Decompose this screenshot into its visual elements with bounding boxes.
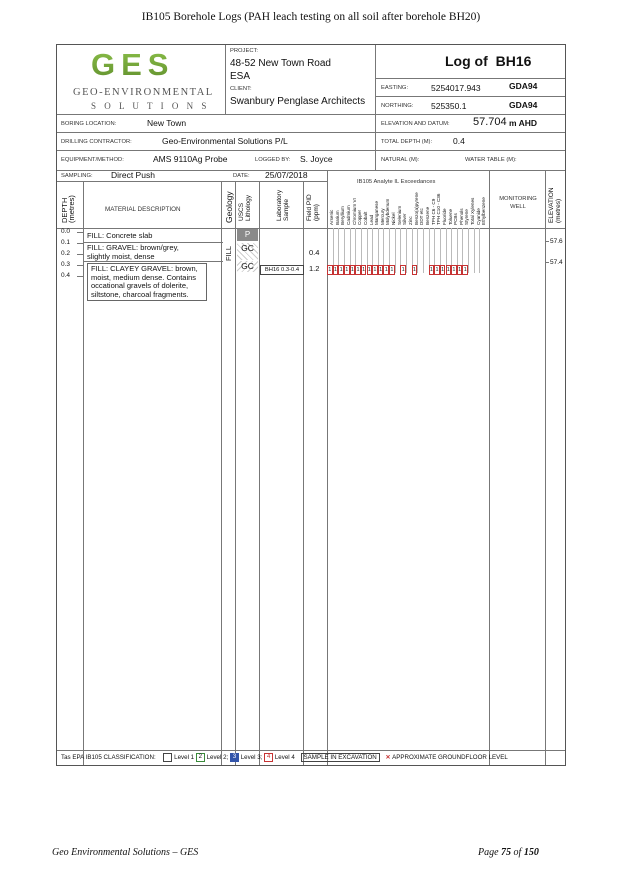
exceedance-mark: 1 — [356, 267, 360, 273]
legend-prefix: Tas EPA IB105 CLASSIFICATION: — [61, 754, 156, 762]
analyte-grid-line — [406, 228, 407, 273]
easting-value: 5254017.943 — [431, 83, 481, 93]
analyte-header-18: Benzene — [424, 206, 430, 225]
analyte-header-28: Ethylbenzene — [481, 197, 487, 225]
analyte-header-11: Molybdenum — [385, 198, 391, 225]
boring-label: BORING LOCATION: — [61, 121, 117, 127]
exceedance-mark: 1 — [412, 267, 416, 273]
page-total: 150 — [523, 847, 539, 858]
exceedance-mark: 1 — [446, 267, 450, 273]
lab-sample-box — [260, 265, 304, 275]
depth-tick-mark — [77, 254, 83, 255]
exceedance-mark: 1 — [373, 267, 377, 273]
client-name: Swanbury Penglase Architects — [230, 96, 366, 107]
geology-column-header: Geology — [224, 191, 234, 223]
borehole-log-sheet — [56, 44, 566, 766]
uscs-column-header: USCS Lithology — [238, 194, 252, 221]
total-depth-label: TOTAL DEPTH (M): — [381, 139, 433, 145]
log-label: Log of — [445, 53, 488, 69]
pid-column-header: Field PID (ppm) — [306, 194, 320, 221]
analyte-grid-line — [479, 228, 480, 273]
depth-tick-mark — [77, 243, 83, 244]
exceedance-mark: 1 — [452, 267, 456, 273]
geology-fill-label: FILL — [224, 245, 233, 261]
analyte-header-22: Toluene — [447, 208, 453, 225]
legend-level1: Level 1 — [174, 754, 195, 762]
footer-left: Geo Environmental Solutions – GES — [52, 847, 199, 858]
contractor-value: Geo-Environmental Solutions P/L — [162, 136, 288, 146]
depth-tick: 0.4 — [61, 272, 71, 279]
logo-letters: GES — [91, 47, 175, 82]
analyte-header-14: Silver — [402, 213, 408, 225]
project-name-line1: 48-52 New Town Road — [230, 58, 331, 69]
analyte-header-21: Fluoride — [441, 208, 447, 225]
legend-level4-box: 4 — [264, 753, 273, 762]
easting-label: EASTING: — [381, 85, 409, 91]
legend-groundfloor: APPROXIMATE GROUNDFLOOR LEVEL — [392, 754, 508, 762]
boring-value: New Town — [147, 118, 187, 128]
uscs-slab — [237, 229, 258, 241]
uscs-gc-1: GC — [237, 243, 258, 260]
well-column-header: MONITORING WELL — [499, 196, 537, 210]
analyte-grid-line — [395, 228, 396, 273]
elevation-label: ELEVATION AND DATUM: — [381, 121, 450, 127]
northing-datum: GDA94 — [509, 100, 538, 110]
water-table-label: WATER TABLE (M): — [465, 157, 517, 163]
exceedance-mark: 1 — [379, 267, 383, 273]
analyte-grid-line — [468, 228, 469, 273]
depth-tick: 0.3 — [61, 261, 71, 268]
analyte-header-2: Barium — [334, 210, 340, 225]
project-name-line2: ESA — [230, 71, 251, 82]
footer-page: Page 75 of 150 — [478, 847, 539, 858]
layer-2-desc: FILL: GRAVEL: brown/grey, slightly moist, dense — [87, 244, 197, 261]
analyte-header-6: Copper — [357, 209, 363, 225]
exceedance-mark: 1 — [463, 267, 467, 273]
analyte-header-15: Zinc — [408, 216, 413, 225]
logo-line2: S O L U T I O N S — [91, 101, 210, 111]
page-number: 75 — [501, 847, 512, 858]
contractor-label: DRILLING CONTRACTOR: — [61, 139, 132, 145]
sampling-label: SAMPLING: — [61, 173, 93, 179]
page-header: IB105 Borehole Logs (PAH leach testing on all soil after borehole BH20) — [141, 11, 481, 23]
legend-bar — [61, 753, 508, 762]
client-label: CLIENT: — [230, 86, 252, 92]
depth-tick-mark — [77, 232, 83, 233]
analyte-grid-line — [417, 228, 418, 273]
legend-sample: SAMPLE IN EXCAVATION — [301, 753, 380, 762]
analyte-grid-line — [423, 228, 424, 273]
analyte-header-12: Nickel — [391, 212, 397, 225]
lab-sample-id: BH16 0.3-0.4 — [264, 267, 300, 273]
elevation-unit: m AHD — [509, 118, 538, 128]
easting-datum: GDA94 — [509, 81, 538, 91]
exceedance-mark: 1 — [362, 267, 366, 273]
exceedance-mark: 1 — [401, 267, 405, 273]
pid-value-2: 1.2 — [309, 264, 320, 273]
elevation-column-header: ELEVATION (metres) — [548, 187, 562, 223]
sampling-value: Direct Push — [111, 170, 155, 180]
exceedance-mark: 1 — [350, 267, 354, 273]
legend-level2-box: 2 — [196, 753, 205, 762]
analyte-header-7: Cobalt — [362, 211, 368, 225]
analyte-header-24: Phenols — [458, 208, 464, 225]
exceedance-mark: 1 — [328, 267, 332, 273]
analyte-header-4: Cadmium — [345, 205, 351, 225]
analyte-header-8: Lead — [368, 214, 374, 225]
exceedance-mark: 1 — [390, 267, 394, 273]
exceedance-mark: 1 — [435, 267, 439, 273]
analyte-header-19: TPH C6 - C9 — [430, 198, 436, 225]
date-label: DATE: — [233, 173, 250, 179]
material-column-header: MATERIAL DESCRIPTION — [105, 206, 181, 213]
log-title — [445, 53, 531, 69]
logo-line1: GEO-ENVIRONMENTAL — [73, 87, 214, 98]
exceedance-mark: 1 — [384, 267, 388, 273]
analyte-header-27: Cyanide — [475, 208, 481, 225]
depth-tick: 0.0 — [61, 228, 71, 235]
exceedance-mark: 1 — [339, 267, 343, 273]
legend-level1-box — [163, 753, 172, 762]
legend-level4: Level 4 — [274, 754, 295, 762]
exceedance-mark: 1 — [333, 267, 337, 273]
analyte-header-13: Selenium — [396, 205, 402, 225]
analyte-header-5: Chromium VI — [351, 198, 357, 225]
depth-tick: 0.1 — [61, 239, 71, 246]
layer-1-desc: FILL: Concrete slab — [87, 231, 217, 240]
date-value: 25/07/2018 — [265, 170, 308, 180]
northing-label: NORTHING: — [381, 103, 414, 109]
layer-3-desc: FILL: CLAYEY GRAVEL: brown, moist, medium dense. Contains occational gravels of dolerite, siltstone, charcoal fragments. — [87, 263, 207, 301]
log-id: BH16 — [495, 53, 532, 69]
analyte-header-25: Styrene — [464, 209, 470, 225]
analyte-header-26: Total Xylenes — [470, 197, 476, 225]
depth-tick-mark — [77, 265, 83, 266]
logged-by-label: LOGGED BY: — [255, 157, 291, 163]
cross-icon: ✕ — [385, 754, 391, 762]
exceedance-mark: 1 — [367, 267, 371, 273]
legend-level3-box: 3 — [230, 753, 239, 762]
equipment-value: AMS 9110Ag Probe — [153, 154, 228, 164]
analyte-header-3: Beryllium — [340, 206, 346, 225]
natural-label: NATURAL (M): — [381, 157, 420, 163]
equipment-label: EQUIPMENT/METHOD: — [61, 157, 124, 163]
analyte-header-20: TPH C10 - C36 — [436, 193, 442, 225]
depth-tick: 0.2 — [61, 250, 71, 257]
analyte-header-1: Arsenic — [329, 209, 334, 225]
elevation-value: 57.704 — [473, 116, 507, 128]
elev-tick-1: 57.6 — [550, 238, 563, 245]
legend-level2: Level 2; — [206, 754, 229, 762]
ges-logo — [87, 47, 199, 82]
uscs-p: P — [244, 230, 251, 239]
analyte-grid-line — [474, 228, 475, 273]
northing-value: 525350.1 — [431, 101, 467, 111]
logged-by-value: S. Joyce — [300, 154, 333, 164]
analyte-header-9: Manganese — [374, 200, 380, 225]
elev-tick-2: 57.4 — [550, 259, 563, 266]
legend-level3: Level 3; — [240, 754, 263, 762]
exceedance-mark: 1 — [345, 267, 349, 273]
exceedance-mark: 1 — [441, 267, 445, 273]
analyte-title: IB105 Analyte IL Exceedances — [357, 179, 436, 185]
uscs-gc-2: GC — [237, 261, 258, 272]
analyte-header-10: Mercury — [379, 208, 385, 225]
lab-column-header: Laboratory Sample — [276, 189, 290, 221]
project-label: PROJECT: — [230, 48, 259, 54]
total-depth-value: 0.4 — [453, 136, 465, 146]
analyte-header-16: Benzo(a)pyrene — [413, 192, 419, 225]
depth-column-header: DEPTH (metres) — [60, 195, 76, 223]
analyte-header-17: DDT etc — [419, 208, 425, 225]
analyte-header-23: PCBs — [453, 213, 459, 225]
pid-value-1: 0.4 — [309, 248, 320, 257]
exceedance-mark: 1 — [429, 267, 433, 273]
depth-tick-mark — [77, 276, 83, 277]
exceedance-mark: 1 — [458, 267, 462, 273]
